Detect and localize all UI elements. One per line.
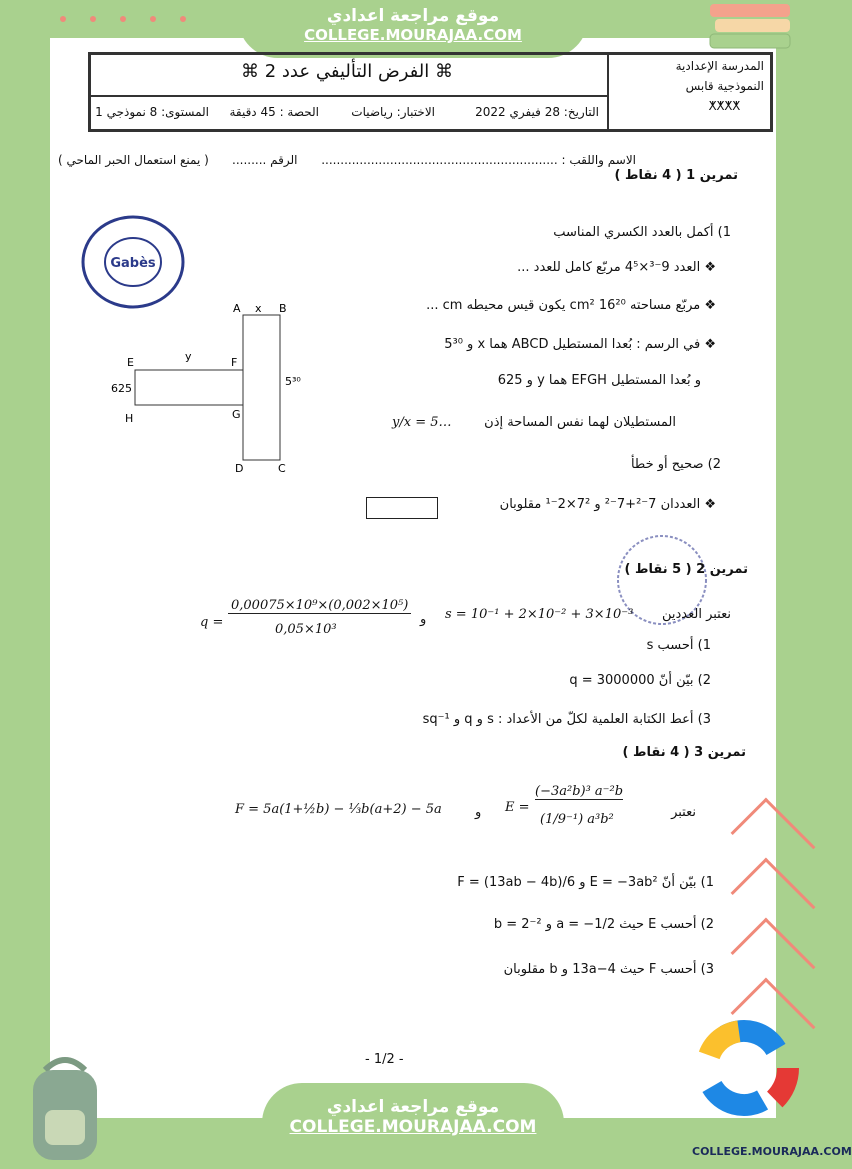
school-stamp bbox=[78, 212, 188, 312]
label-H: H bbox=[125, 412, 134, 425]
site-logo-text: COLLEGE.MOURAJAA.COM bbox=[692, 1145, 852, 1158]
ratio-expression: y/x = 5… bbox=[392, 415, 452, 430]
E-numerator: (−3a²b)³ a⁻²b bbox=[535, 784, 624, 799]
exercise-3-title: تمرين 3 ( 4 نقاط ) bbox=[622, 745, 746, 760]
page-number: - 1/2 - bbox=[365, 1052, 404, 1067]
and-word: و bbox=[475, 805, 482, 820]
ex2-question-1: 1) أحسب s bbox=[646, 638, 711, 653]
exam-duration: الحصة : 45 دقيقة bbox=[229, 105, 319, 119]
ex1-bullet-4: و بُعدا المستطيل EFGH هما y و 625 bbox=[497, 373, 701, 388]
ex2-intro: نعتبر العددين bbox=[661, 607, 731, 622]
exam-subject: الاختبار: رياضيات bbox=[351, 105, 435, 119]
s-expression: s = 10⁻¹ + 2×10⁻² + 3×10⁻³ bbox=[445, 607, 634, 622]
ex1-question-2: 2) صحيح أو خطأ bbox=[630, 457, 721, 472]
q-numerator: 0,00075×10⁹×(0,002×10⁵) bbox=[228, 598, 411, 614]
stamp-center-text: Gabès bbox=[110, 256, 156, 271]
site-name: موقع مراجعة اعدادي bbox=[326, 1097, 500, 1117]
label-G: G bbox=[232, 408, 241, 421]
exam-date: التاريخ: 28 فيفري 2022 bbox=[475, 105, 599, 119]
label-y: y bbox=[185, 350, 192, 363]
decor-dot bbox=[180, 16, 186, 22]
school-mark: ⵅⵅⵅⵅ bbox=[708, 99, 740, 113]
decor-dot bbox=[60, 16, 66, 22]
exam-header bbox=[88, 52, 773, 132]
q-lhs: q = bbox=[200, 615, 224, 630]
ex1-bullet-6: ❖ العددان 7⁻²+7⁻² و 7²×2⁻¹ مقلوبان bbox=[499, 497, 716, 512]
site-name: موقع مراجعة اعدادي bbox=[326, 6, 500, 26]
ex2-question-3: 3) أعط الكتابة العلمية لكلّ من الأعداد : s و q و sq⁻¹ bbox=[422, 712, 711, 727]
label-F: F bbox=[231, 356, 238, 369]
ex3-question-1: 1) بيّن أنّ E = −3ab² و F = (13ab − 4b)/6 bbox=[457, 875, 714, 890]
label-x: x bbox=[255, 302, 262, 315]
ex3-question-2: 2) أحسب E حيث a = −1/2 و b = 2⁻² bbox=[493, 917, 714, 932]
exercise-2-title: تمرين 2 ( 5 نقاط ) bbox=[624, 562, 748, 577]
label-C: C bbox=[278, 462, 286, 475]
site-url[interactable]: COLLEGE.MOURAJAA.COM bbox=[289, 1117, 537, 1137]
logo-wheel bbox=[696, 1020, 792, 1116]
ex1-bullet-1: ❖ العدد 9⁻³×4⁵ مربّع كامل للعدد ... bbox=[517, 260, 716, 275]
E-lhs: E = bbox=[505, 800, 530, 815]
label-D: D bbox=[235, 462, 244, 475]
ex1-bullet-2: ❖ مربّع مساحته 16²⁰ cm² يكون قيس محيطه cm ... bbox=[426, 298, 716, 313]
ex1-bullet-5: المستطيلان لهما نفس المساحة إذن bbox=[484, 415, 676, 430]
site-url[interactable]: COLLEGE.MOURAJAA.COM bbox=[304, 26, 522, 44]
bottom-banner bbox=[262, 1083, 564, 1169]
label-625: 625 bbox=[111, 382, 132, 395]
label-5-30: 5³⁰ bbox=[285, 375, 301, 388]
exam-title: ⌘ الفرض التأليفي عدد 2 ⌘ bbox=[241, 61, 453, 82]
ex1-question-1: 1) أكمل بالعدد الكسري المناسب bbox=[553, 225, 731, 240]
ex3-question-3: 3) أحسب F حيث 13a−4 و b مقلوبان bbox=[503, 962, 714, 977]
exercise-1-title: تمرين 1 ( 4 نقاط ) bbox=[614, 168, 738, 183]
student-name-field[interactable]: الاسم واللقب : .............................................................. bbox=[321, 153, 636, 167]
label-E: E bbox=[127, 356, 134, 369]
E-denominator: (1/9⁻¹) a³b² bbox=[540, 812, 614, 827]
and-word: و bbox=[420, 612, 427, 627]
ink-note: ( يمنع استعمال الحبر الماحي ) bbox=[58, 153, 209, 167]
label-B: B bbox=[279, 302, 287, 315]
answer-box[interactable] bbox=[366, 497, 438, 519]
ex1-bullet-3: ❖ في الرسم : بُعدا المستطيل ABCD هما x و 5³⁰ bbox=[444, 337, 716, 352]
decor-dot bbox=[150, 16, 156, 22]
ex2-question-2: 2) بيّن أنّ q = 3000000 bbox=[569, 673, 711, 688]
school-city: النموذجية قابس bbox=[685, 79, 764, 93]
student-number-field[interactable]: الرقم ......... bbox=[232, 153, 298, 167]
q-denominator: 0,05×10³ bbox=[275, 622, 337, 637]
top-banner bbox=[238, 0, 588, 58]
rectangles-figure bbox=[105, 300, 305, 480]
school-name: المدرسة الإعدادية bbox=[675, 59, 764, 73]
exam-level: المستوى: 8 نموذجي 1 bbox=[95, 105, 209, 119]
label-A: A bbox=[233, 302, 241, 315]
books-icon bbox=[705, 2, 795, 50]
decor-dot bbox=[90, 16, 96, 22]
F-expression: F = 5a(1+½b) − ⅓b(a+2) − 5a bbox=[235, 802, 442, 817]
decor-dot bbox=[120, 16, 126, 22]
backpack-icon bbox=[15, 1050, 115, 1165]
ex3-intro: نعتبر bbox=[671, 805, 696, 820]
